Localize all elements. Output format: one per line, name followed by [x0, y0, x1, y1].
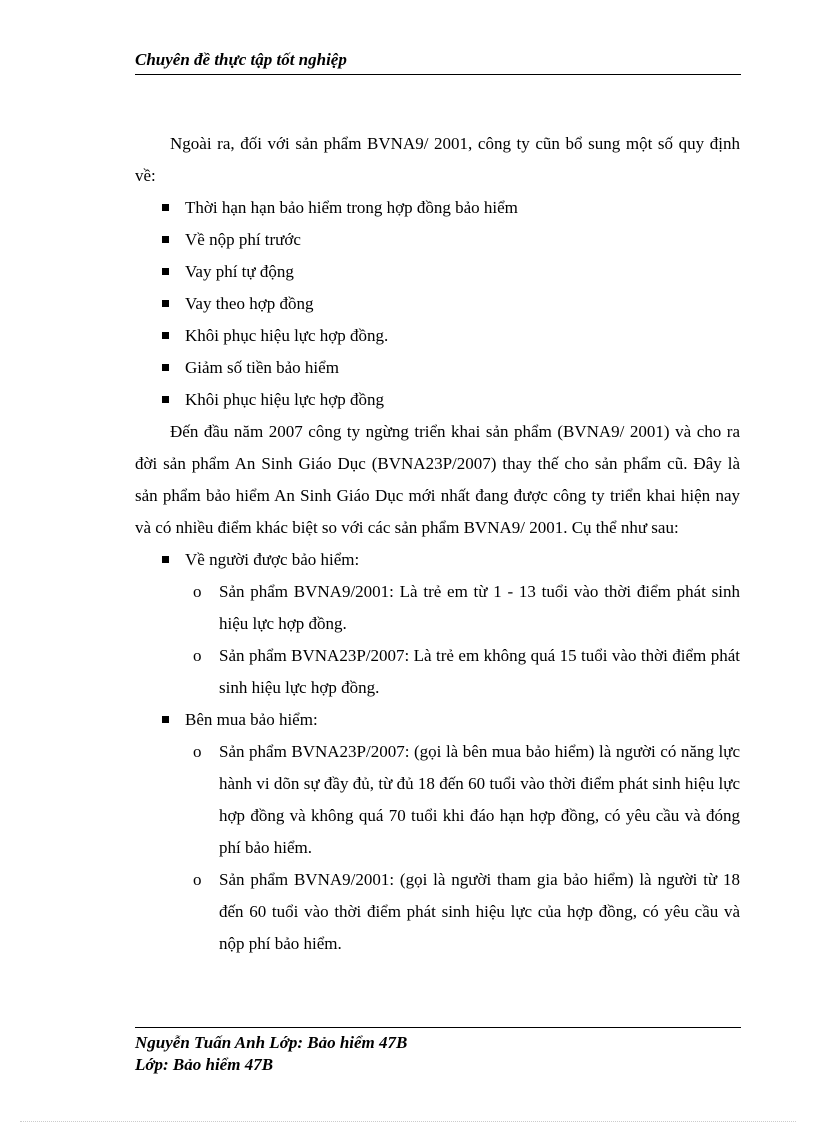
footer-class: Lớp: Bảo hiểm 47B	[135, 1055, 274, 1074]
comparison-list	[135, 544, 740, 960]
header-title: Chuyên đề thực tập tốt nghiệp	[135, 50, 347, 69]
list-item: Về nộp phí trước	[135, 224, 740, 256]
intro-paragraph: Ngoài ra, đối với sản phẩm BVNA9/ 2001, công ty cũn bổ sung một số quy định về:	[135, 134, 740, 185]
sublist-item: o Sản phẩm BVNA23P/2007: (gọi là bên mua bảo hiểm) là người có năng lực hành vi dõn sự đầy đủ, từ đủ 18 đến 60 tuổi vào thời điểm phát sinh hiệu lực hợp đồng và không quá 70 tuổi khi đáo hạn hợp đồng, có yêu cầu và đóng phí bảo hiểm.	[135, 736, 740, 864]
list-item: Vay phí tự động	[135, 256, 740, 288]
document-body	[135, 128, 740, 960]
buyer-label: Bên mua bảo hiểm:	[185, 710, 318, 729]
page-footer	[135, 1027, 741, 1076]
insured-sublist	[185, 576, 740, 704]
page-bottom-rule	[20, 1121, 796, 1122]
footer-author: Nguyễn Tuấn Anh Lớp: Bảo hiểm 47B	[135, 1033, 408, 1052]
page-header	[135, 50, 741, 75]
buyer-sublist	[185, 736, 740, 960]
sublist-item: o Sản phẩm BVNA9/2001: Là trẻ em từ 1 - 13 tuổi vào thời điểm phát sinh hiệu lực hợp đồng.	[135, 576, 740, 640]
list-item: Khôi phục hiệu lực hợp đồng	[135, 384, 740, 416]
sublist-item: o Sản phẩm BVNA23P/2007: Là trẻ em không quá 15 tuổi vào thời điểm phát sinh hiệu lực hợp đồng.	[135, 640, 740, 704]
buyer-section	[135, 704, 740, 960]
list-item: Giảm số tiền bảo hiểm	[135, 352, 740, 384]
list-item: Vay theo hợp đồng	[135, 288, 740, 320]
provisions-list	[135, 192, 740, 416]
insured-section	[135, 544, 740, 704]
list-item: Thời hạn hạn bảo hiểm trong hợp đồng bảo hiểm	[135, 192, 740, 224]
list-item: Khôi phục hiệu lực hợp đồng.	[135, 320, 740, 352]
sublist-item: o Sản phẩm BVNA9/2001: (gọi là người tham gia bảo hiểm) là người từ 18 đến 60 tuổi vào thời điểm phát sinh hiệu lực của hợp đồng, có yêu cầu và nộp phí bảo hiểm.	[135, 864, 740, 960]
comparison-paragraph: Đến đầu năm 2007 công ty ngừng triển khai sản phẩm (BVNA9/ 2001) và cho ra đời sản phẩm An Sinh Giáo Dục (BVNA23P/2007) thay thế cho sản phẩm cũ. Đây là sản phẩm bảo hiểm An Sinh Giáo Dục mới nhất đang được công ty triển khai hiện nay và có nhiều điểm khác biệt so với các sản phẩm BVNA9/ 2001. Cụ thể như sau:	[135, 422, 740, 537]
insured-label: Về người được bảo hiểm:	[185, 550, 360, 569]
